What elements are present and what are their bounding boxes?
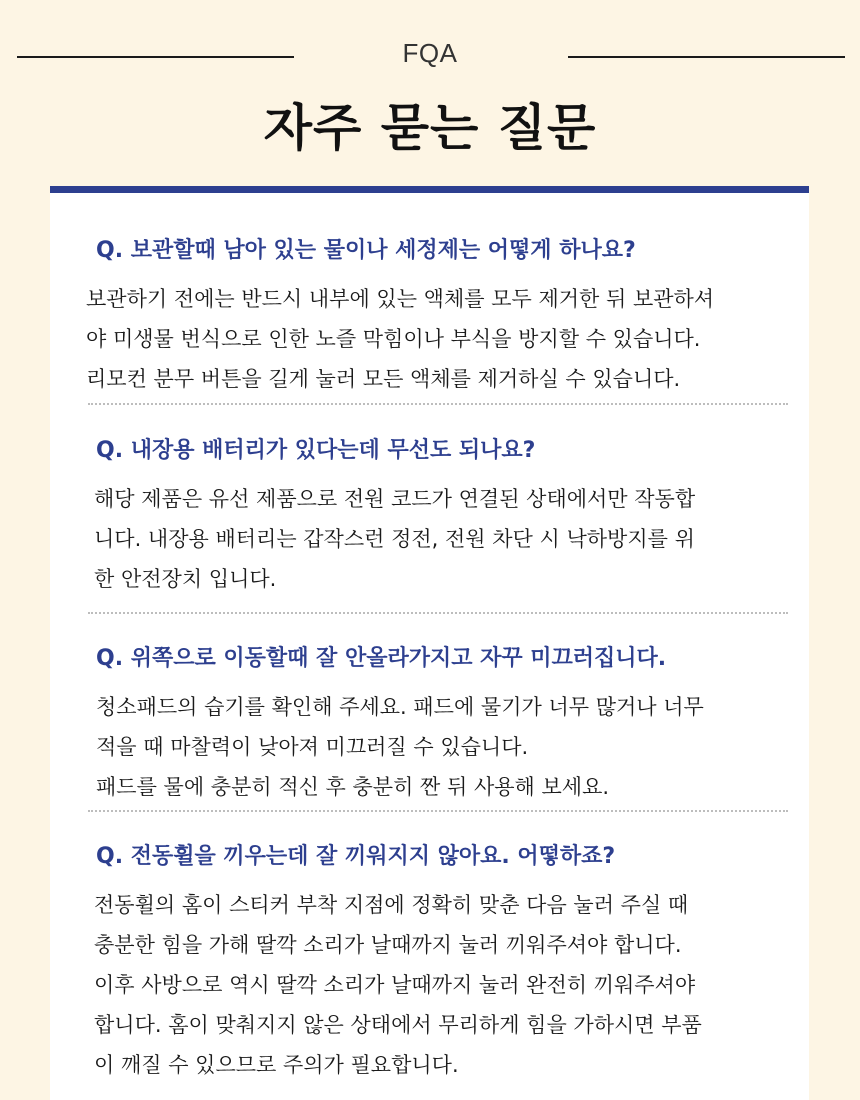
header-eyebrow: FQA bbox=[402, 38, 458, 68]
faq-question-2[interactable]: Q. 내장용 배터리가 있다는데 무선도 되나요? bbox=[96, 438, 536, 463]
faq-answer-line: 적을 때 마찰력이 낮아져 미끄러질 수 있습니다. bbox=[96, 735, 529, 759]
faq-answer-line: 보관하기 전에는 반드시 내부에 있는 액체를 모두 제거한 뒤 보관하셔 bbox=[86, 287, 715, 311]
faq-question-3[interactable]: Q. 위쪽으로 이동할때 잘 안올라가지고 자꾸 미끄러집니다. bbox=[96, 646, 667, 671]
faq-answer-line: 이후 사방으로 역시 딸깍 소리가 날때까지 눌러 완전히 끼워주셔야 bbox=[94, 973, 696, 997]
faq-answer-line: 한 안전장치 입니다. bbox=[94, 567, 277, 591]
faq-answer-line: 야 미생물 번식으로 인한 노즐 막힘이나 부식을 방지할 수 있습니다. bbox=[86, 327, 701, 351]
faq-divider bbox=[88, 810, 788, 812]
faq-panel bbox=[50, 186, 809, 1100]
faq-question-1[interactable]: Q. 보관할때 남아 있는 물이나 세정제는 어떻게 하나요? bbox=[96, 238, 636, 263]
page-title: 자주 묻는 질문 bbox=[263, 99, 597, 157]
faq-answer-line: 합니다. 홈이 맞춰지지 않은 상태에서 무리하게 힘을 가하시면 부품 bbox=[94, 1013, 702, 1037]
faq-answer-line: 이 깨질 수 있으므로 주의가 필요합니다. bbox=[94, 1053, 459, 1077]
faq-answer-line: 패드를 물에 충분히 적신 후 충분히 짠 뒤 사용해 보세요. bbox=[96, 775, 610, 799]
faq-answer-line: 전동휠의 홈이 스티커 부착 지점에 정확히 맞춘 다음 눌러 주실 때 bbox=[94, 893, 689, 917]
faq-answer-4 bbox=[94, 885, 702, 1085]
faq-answer-2 bbox=[94, 479, 695, 599]
faq-answer-line: 니다. 내장용 배터리는 갑작스런 정전, 전원 차단 시 낙하방지를 위 bbox=[94, 527, 695, 551]
faq-answer-3 bbox=[96, 687, 704, 807]
faq-divider bbox=[88, 403, 788, 405]
faq-answer-1 bbox=[86, 279, 714, 399]
header-divider-right bbox=[568, 56, 845, 58]
faq-question-4[interactable]: Q. 전동휠을 끼우는데 잘 끼워지지 않아요. 어떻하죠? bbox=[96, 844, 616, 869]
faq-answer-line: 충분한 힘을 가해 딸깍 소리가 날때까지 눌러 끼워주셔야 합니다. bbox=[94, 933, 682, 957]
faq-answer-line: 청소패드의 습기를 확인해 주세요. 패드에 물기가 너무 많거나 너무 bbox=[96, 695, 704, 719]
faq-answer-line: 해당 제품은 유선 제품으로 전원 코드가 연결된 상태에서만 작동합 bbox=[94, 487, 696, 511]
faq-divider bbox=[88, 612, 788, 614]
faq-answer-line: 리모컨 분무 버튼을 길게 눌러 모든 액체를 제거하실 수 있습니다. bbox=[86, 367, 681, 391]
